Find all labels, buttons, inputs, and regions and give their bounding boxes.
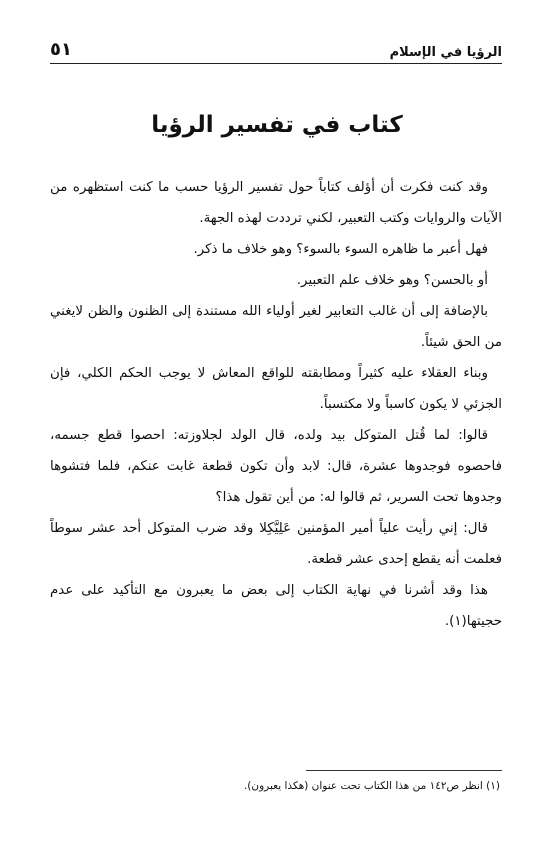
paragraph: أو بالحسن؟ وهو خلاف علم التعبير. (296, 273, 488, 288)
body-text (50, 172, 502, 637)
paragraph: هذا وقد أشرنا في نهاية الكتاب إلى بعض ما يعبرون مع التأكيد على عدم حجيتها(١). (50, 583, 502, 629)
paragraph: وبناء العقلاء عليه كثيراً ومطابقته للواقع المعاش لا يوجب الحكم الكلي، فإن الجزئي لا يكون كاسباً ولا مكتسباً. (50, 366, 502, 412)
page-number: ٥١ (50, 39, 72, 60)
footnote: (١) انظر ص١٤٢ من هذا الكتاب تحت عنوان (هكذا يعبرون). (243, 780, 500, 792)
chapter-title: كتاب في تفسير الرؤيا (151, 112, 403, 138)
paragraph: بالإضافة إلى أن غالب التعابير لغير أولياء الله مستندة إلى الظنون والظن لايغني من الحق شيئاً. (50, 304, 502, 350)
paragraph: فهل أعبر ما ظاهره السوء بالسوء؟ وهو خلاف ما ذكر. (193, 242, 488, 257)
running-header (50, 36, 502, 64)
paragraph: قال: إني رأيت علياً أمير المؤمنين عَلِيَّكِلا وقد ضرب المتوكل أحد عشر سوطاً فعلمت أنه يقطع إحدى عشر قطعة. (50, 521, 502, 567)
paragraph: وقد كنت فكرت أن أؤلف كتاباً حول تفسير الرؤيا حسب ما كنت استظهره من الآيات والروايات وكتب التعبير، لكني ترددت لهذه الجهة. (50, 180, 502, 226)
footnote-divider (306, 770, 502, 771)
paragraph: قالوا: لما قُتل المتوكل بيد ولده، قال الولد لجلاوزته: احصوا قطع جسمه، فاحصوه فوجدوها عشرة، قال: لابد وأن تكون قطعة غابت عنكم، فلما فتشوها وجدوها تحت السرير، ثم قالوا له: من أين تقول هذا؟ (50, 428, 502, 505)
header-title: الرؤيا في الإسلام (389, 45, 502, 60)
